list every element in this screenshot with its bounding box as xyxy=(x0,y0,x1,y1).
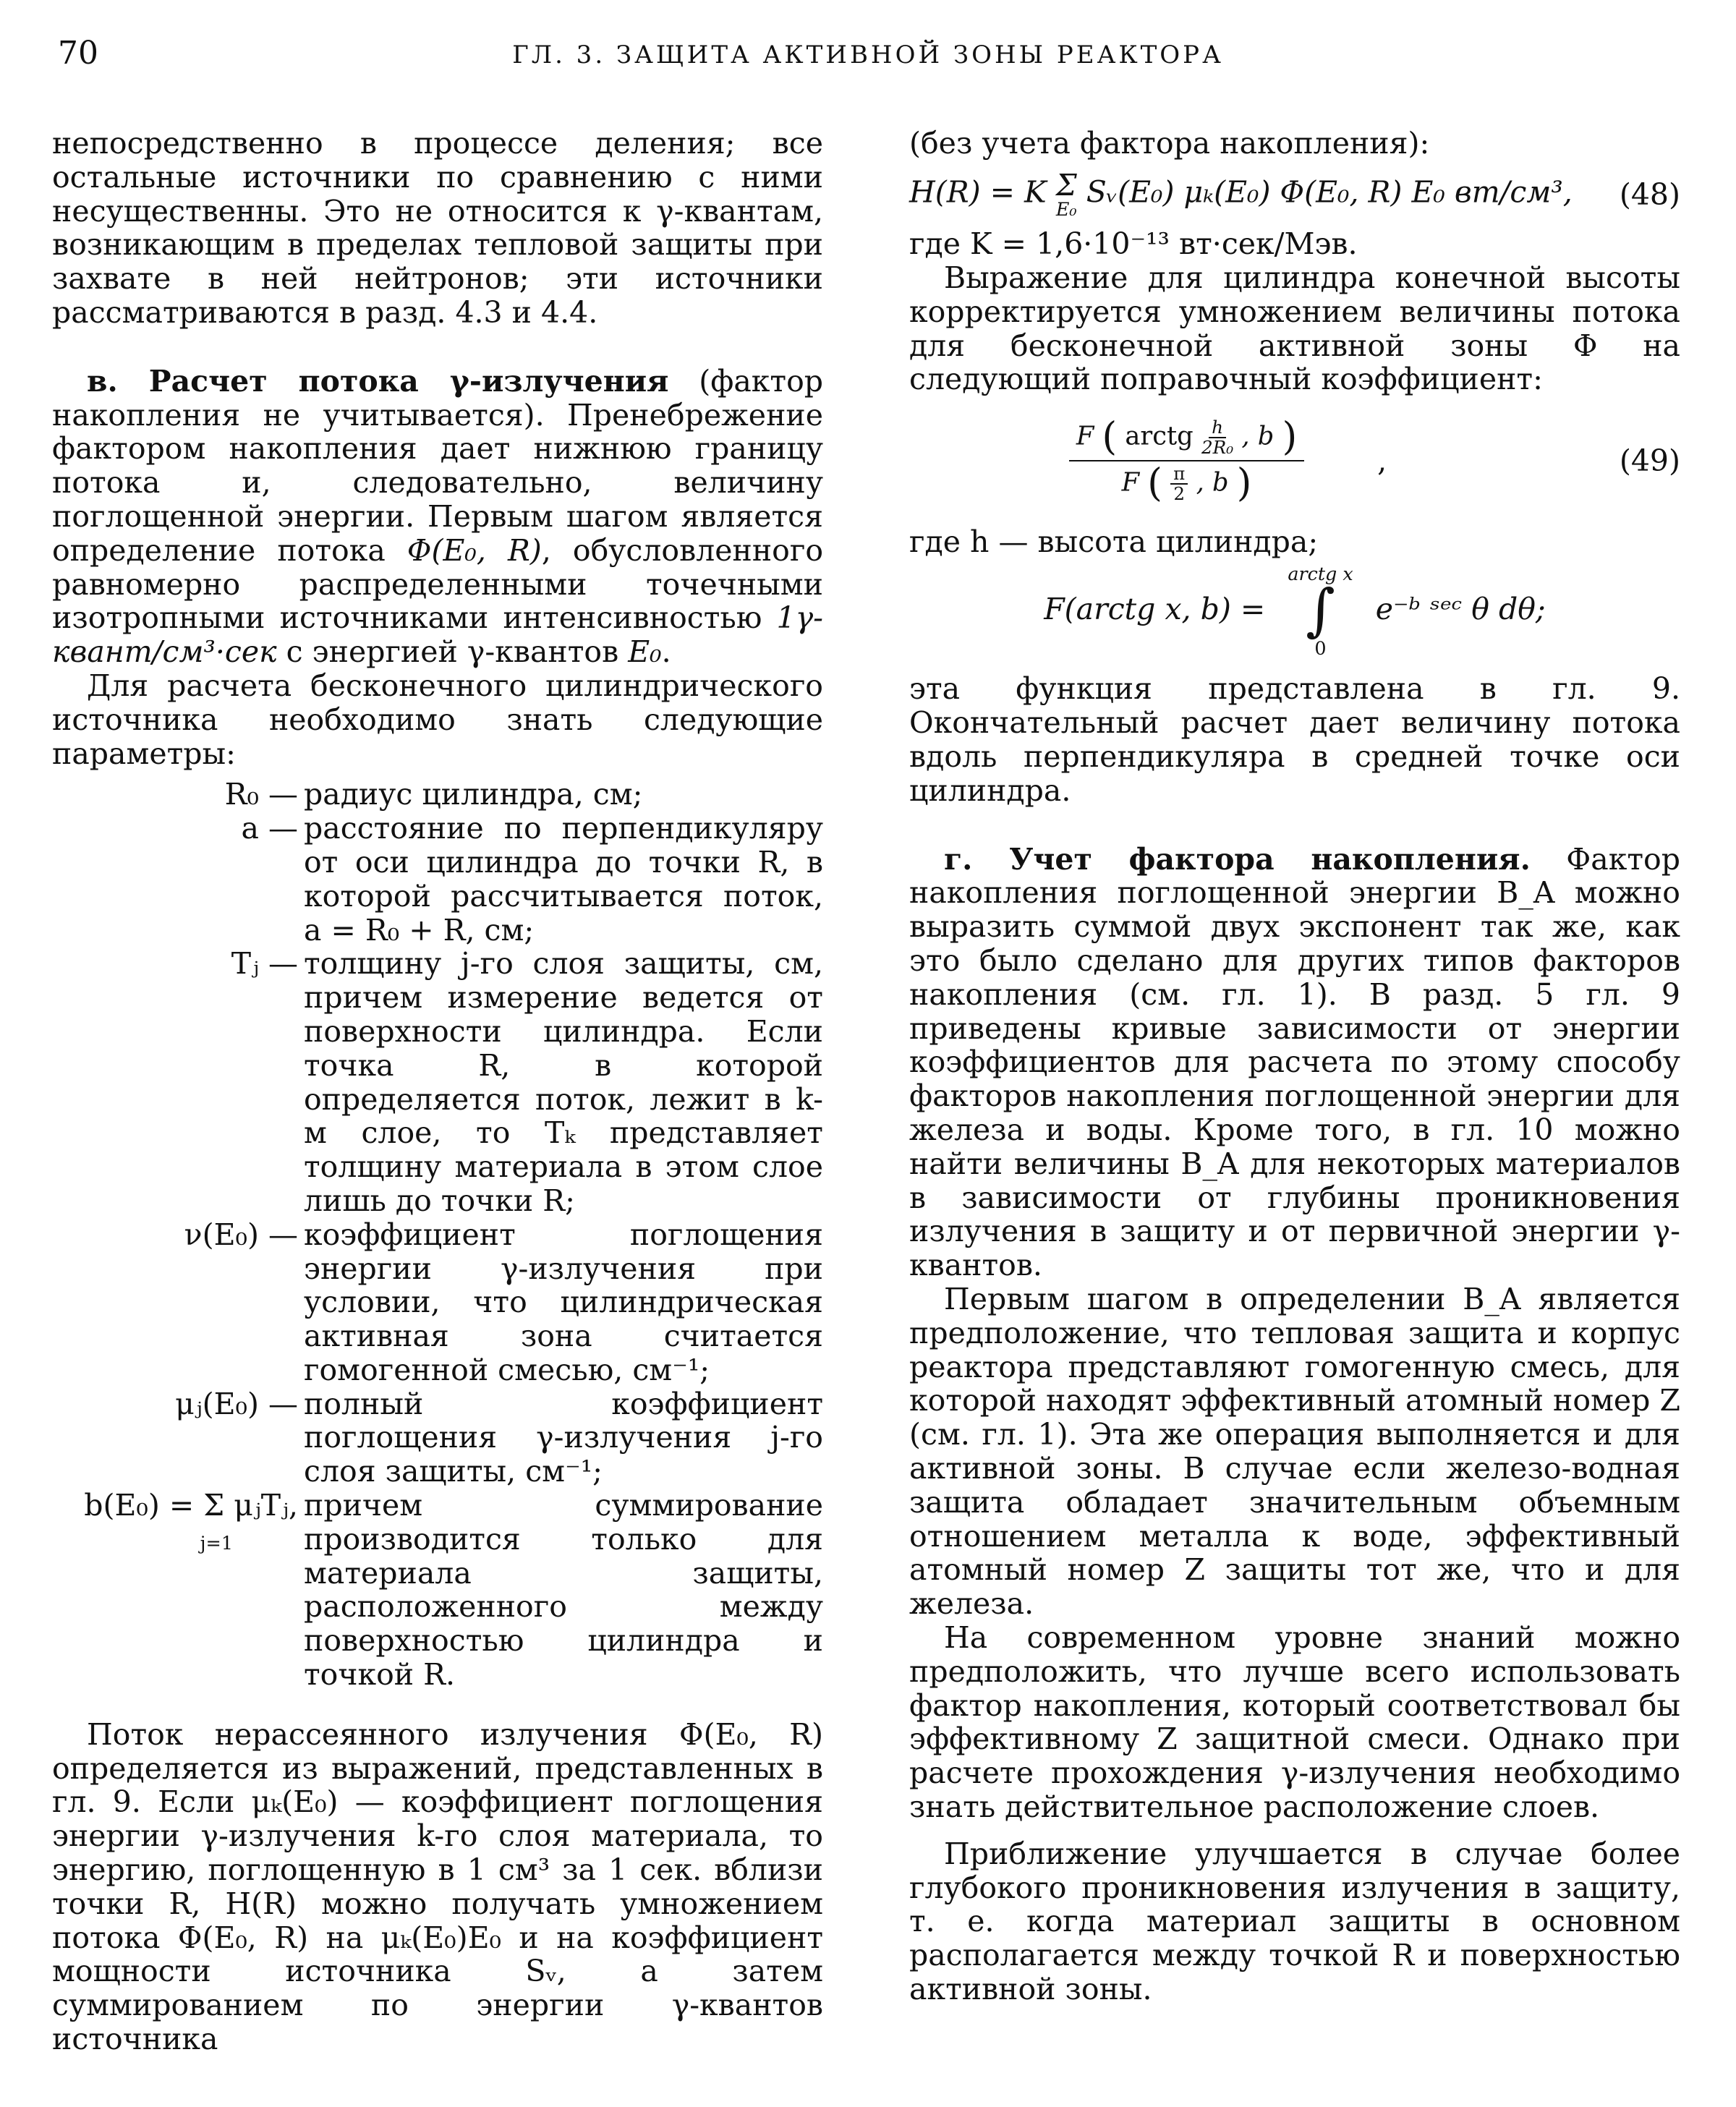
def-term: Tⱼ — xyxy=(231,946,298,982)
integral-sign: arctg x ∫ 0 xyxy=(1288,562,1353,660)
sum-limit: j=1 xyxy=(200,1531,233,1554)
section-heading-v: в. Расчет потока γ-излучения xyxy=(87,363,669,399)
def-term-sum: b(E₀) = Σ μⱼTⱼ, j=1 xyxy=(84,1488,298,1554)
def-term: a — xyxy=(241,811,298,846)
def-text: радиус цилиндра, см; xyxy=(304,777,643,812)
paragraph: где h — высота цилиндра; xyxy=(909,524,1319,559)
paragraph: Первым шагом в определении B_A является предположение, что тепловая защита и корпус реактора представляют гомогенную смесь, для которой находят эффективный атомный номер Z (см. гл. 1). Эта же операция выполняется и для активной зоны. В случае если железо-водная защита обладает значительным объемным отношением металла к воде, эффективный атомный номер Z защиты тот же, что и для железа. xyxy=(909,1281,1680,1622)
page-number: 70 xyxy=(58,35,98,72)
def-text: причем суммирование производится только для материала защиты, расположенного между поверхностью цилиндра и точкой R. xyxy=(304,1488,823,1693)
paragraph: Выражение для цилиндра конечной высоты корректируется умножением величины потока для бесконечной активной зоны Φ на следующий поправочный коэффициент: xyxy=(909,260,1680,397)
section-heading-g: г. Учет фактора накопления. xyxy=(944,841,1531,877)
paragraph: Поток нерассеянного излучения Φ(E₀, R) определяется из выражений, представленных в гл. 9. Если μₖ(E₀) — коэффициент поглощения энергии γ-излучения k-го слоя материала, то энергию, поглощенную в 1 см³ за 1 сек. вблизи точки R, H(R) можно получать умножением потока Φ(E₀, R) на μₖ(E₀)E₀ и на коэффициент мощности источника Sᵥ, а затем суммированием по энергии γ-квантов источника xyxy=(52,1716,823,2057)
paragraph: где K = 1,6·10⁻¹³ вт·сек/Мэв. xyxy=(909,226,1358,262)
running-title: ГЛ. 3. ЗАЩИТА АКТИВНОЙ ЗОНЫ РЕАКТОРА xyxy=(512,41,1224,69)
def-term: R₀ — xyxy=(224,777,298,812)
def-term: ν(E₀) — xyxy=(184,1217,298,1252)
paragraph: эта функция представлена в гл. 9. Окончательный расчет дает величину потока вдоль перпендикуляра в средней точке оси цилиндра. xyxy=(909,671,1680,808)
paragraph: (без учета фактора накопления): xyxy=(909,126,1430,161)
paragraph: непосредственно в процессе деления; все остальные источники по сравнению с ними несущественны. Это не относится к γ-квантам, возникающим в пределах тепловой защиты при захвате в ней нейтронов; эти источники рассматриваются в разд. 4.3 и 4.4. xyxy=(52,126,823,330)
parameter-definition-list xyxy=(52,778,823,1692)
equation-49: F ( arctg $\frac{h}{\text{2R₀}}$ , b ) F ( $\frac{\pi}{2}$ , b ) , (49) xyxy=(909,418,1680,503)
equation-number: (48) xyxy=(1619,176,1680,212)
right-column xyxy=(909,127,1680,2006)
def-text: толщину j-го слоя защиты, см, причем измерение ведется от поверхности цилиндра. Если точка R, в которой определяется поток, лежит в k-м слое, то Tₖ представляет толщину материала в этом слое лишь до точки R; xyxy=(304,946,823,1218)
sum-operator: Σ E₀ xyxy=(1055,167,1077,220)
paragraph: Для расчета бесконечного цилиндрического источника необходимо знать следующие параметры: xyxy=(52,668,823,771)
def-text: расстояние по перпендикуляру от оси цилиндра до точки R, в которой рассчитывается поток, a = R₀ + R, см; xyxy=(304,811,823,948)
paragraph-section-v: в. Расчет потока γ-излучения (фактор накопления не учитывается). Пренебрежение фактором накопления дает нижнюю границу потока и, следовательно, величину поглощенной энергии. Первым шагом является определение потока Φ(E₀, R), обусловленного равномерно распределенными точечными изотропными источниками интенсивностью 1γ-квант/см³·сек с энергией γ-квантов E₀. xyxy=(52,363,823,670)
paragraph-section-g: г. Учет фактора накопления. Фактор накопления поглощенной энергии B_A можно выразить суммой двух экспонент так же, как это было сделано для других типов факторов накопления (см. гл. 1). В разд. 5 гл. 9 приведены кривые зависимости от энергии коэффициентов для расчета по этому способу факторов накопления поглощенной энергии для железа и воды. Кроме того, в гл. 10 можно найти величины B_A для некоторых материалов в зависимости от глубины проникновения излучения в защиту и от первичной энергии γ-квантов. xyxy=(909,841,1680,1283)
def-text: полный коэффициент поглощения γ-излучения j-го слоя защиты, см⁻¹; xyxy=(304,1386,823,1489)
equation-48: H(R) = K Σ E₀ Sᵥ(E₀) μₖ(E₀) Φ(E₀, R) E₀ вт/см³, (48) xyxy=(909,167,1680,220)
paragraph: Приближение улучшается в случае более глубокого проникновения излучения в защиту, т. е. когда материал защиты в основном располагается между точкой R и поверхностью активной зоны. xyxy=(909,1836,1680,2006)
equation-number: (49) xyxy=(1619,443,1680,478)
def-term: μⱼ(E₀) — xyxy=(175,1386,298,1421)
paragraph: На современном уровне знаний можно предположить, что лучше всего использовать фактор накопления, который соответствовал бы эффективному Z защитной смеси. Однако при расчете прохождения γ-излучения необходимо знать действительное расположение слоев. xyxy=(909,1619,1680,1824)
def-text: коэффициент поглощения энергии γ-излучения при условии, что цилиндрическая активная зона считается гомогенной смесью, см⁻¹; xyxy=(304,1217,823,1387)
correction-fraction: F ( arctg $\frac{h}{\text{2R₀}}$ , b ) F ( $\frac{\pi}{2}$ , b ) xyxy=(1069,418,1304,503)
left-column xyxy=(52,127,823,2056)
integral-equation: F(arctg x, b) = arctg x ∫ 0 e⁻ᵇ ˢᵉᶜ θ dθ; xyxy=(1044,562,1546,660)
